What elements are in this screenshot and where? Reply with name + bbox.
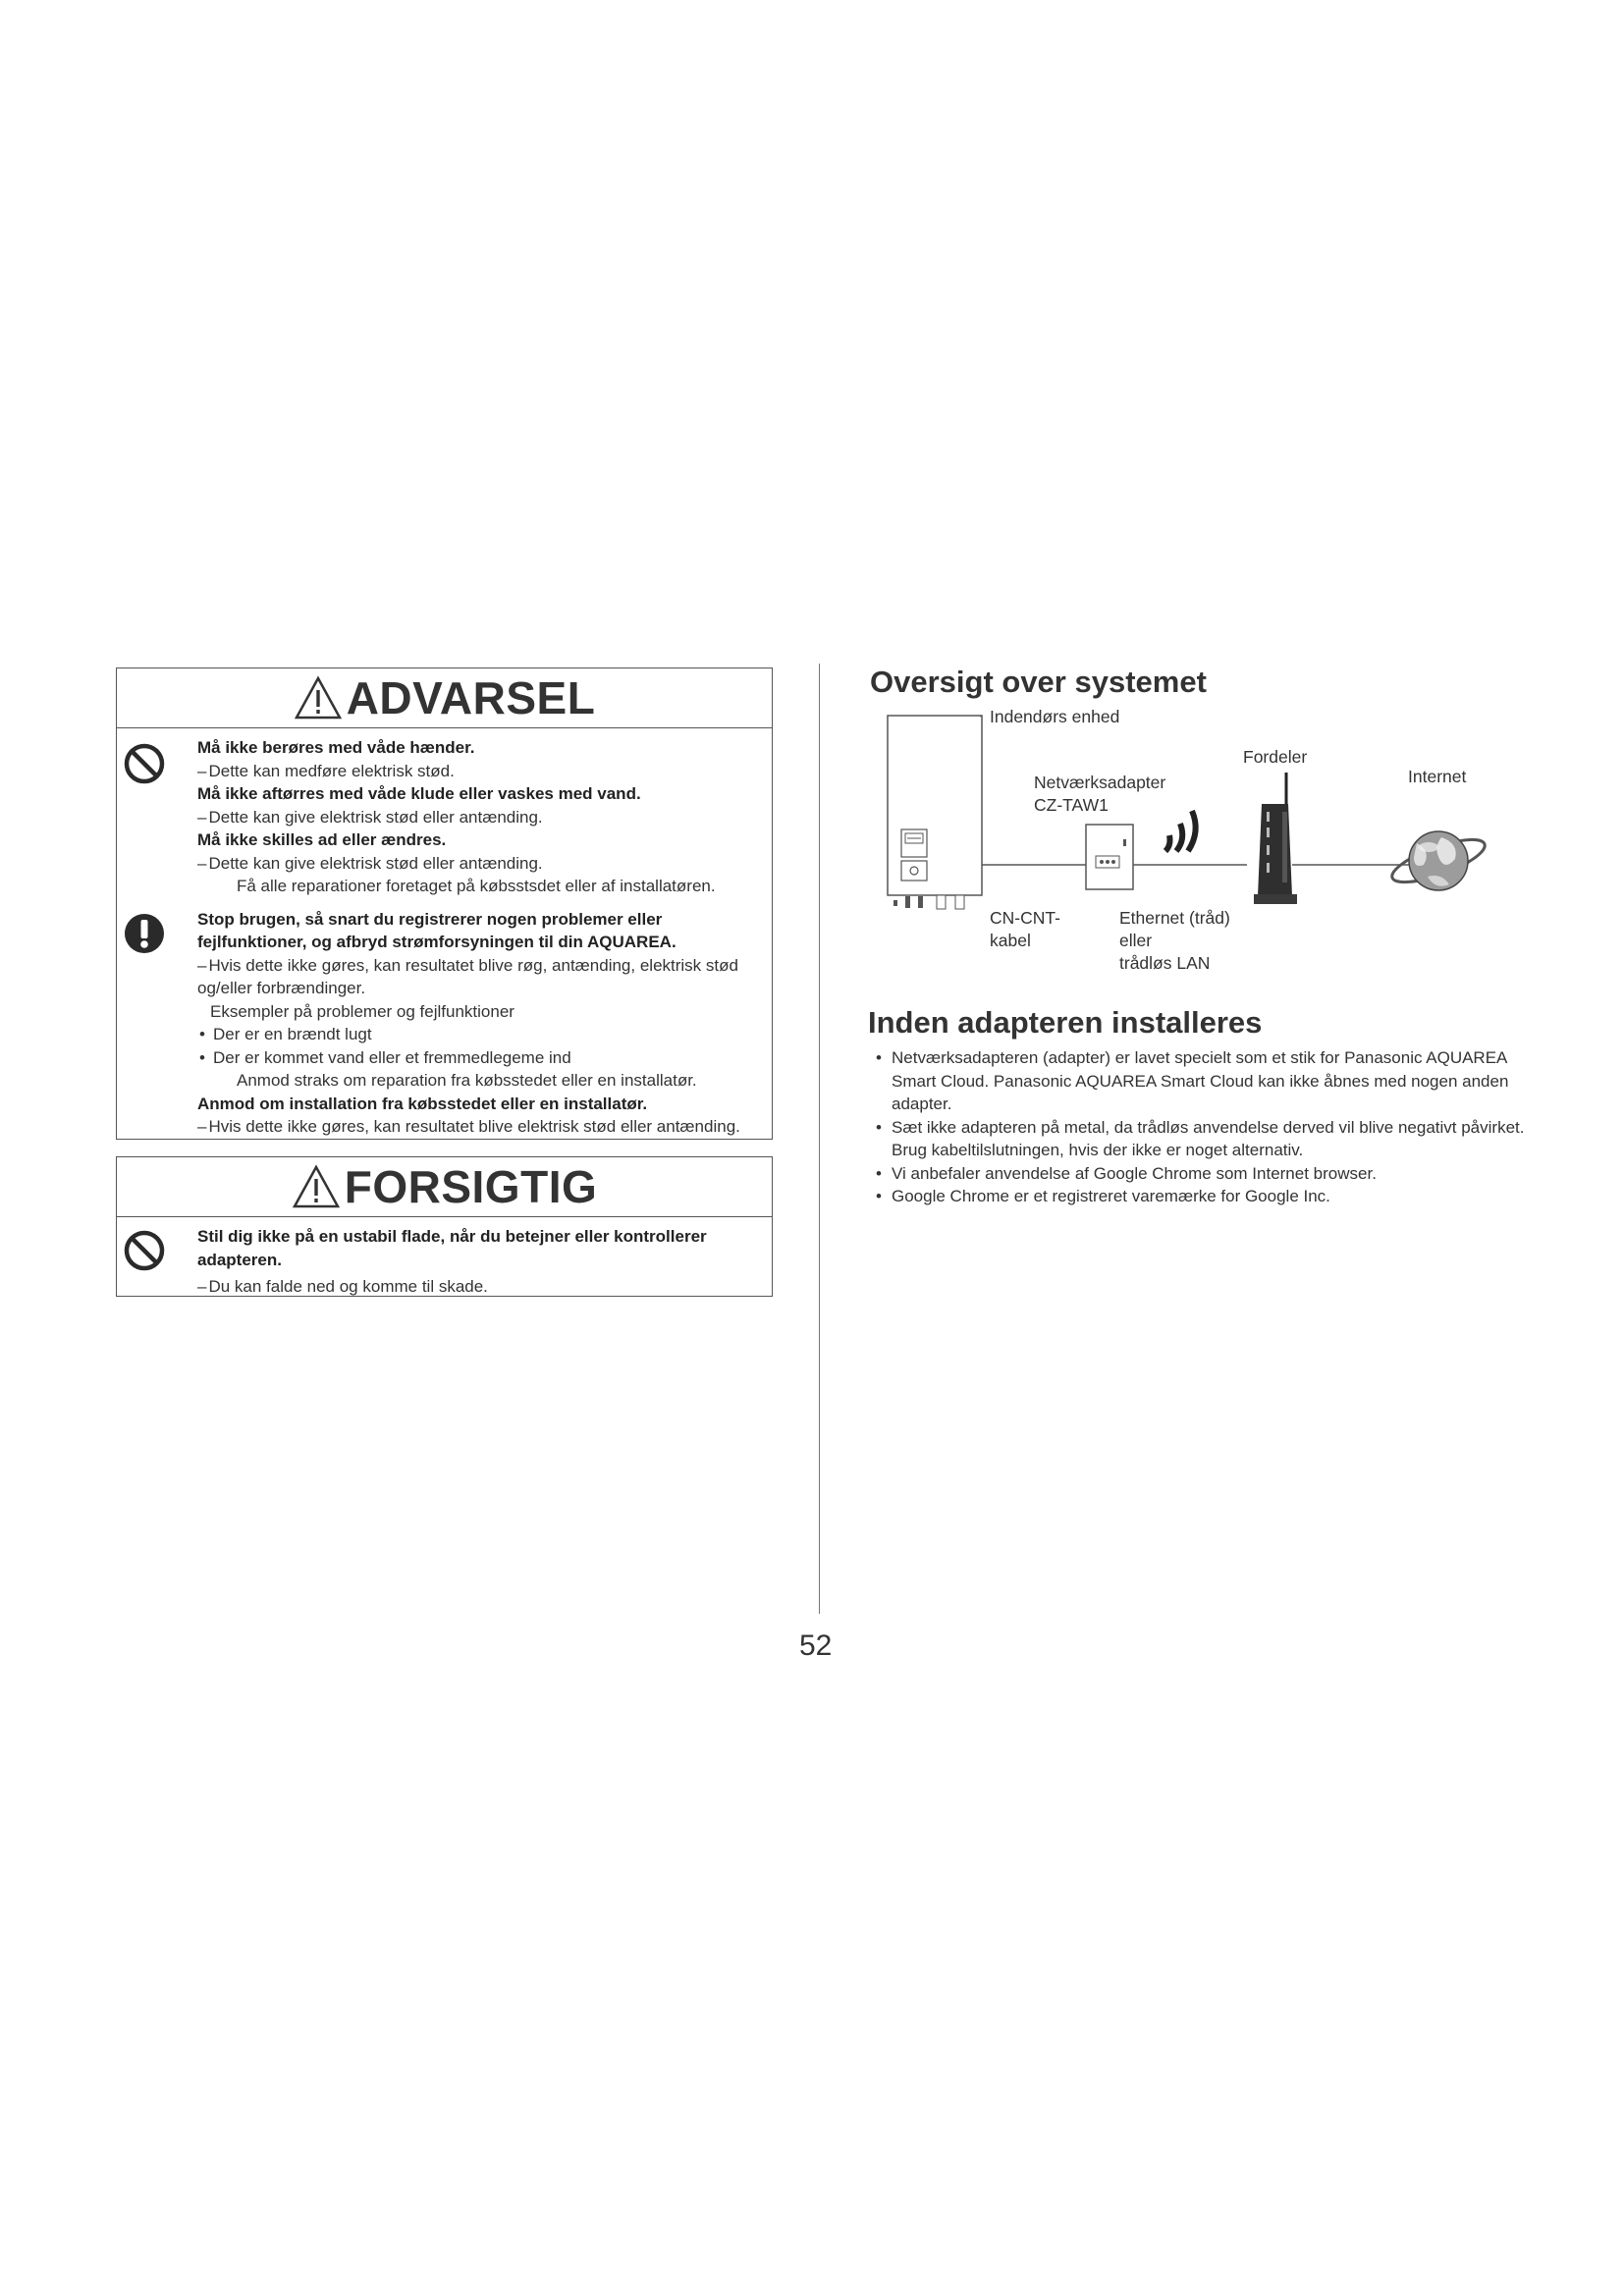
warning-group-mandatory	[117, 908, 772, 1139]
warning-title: ADVARSEL	[346, 672, 596, 723]
adapter-model-label: CZ-TAW1	[1034, 795, 1109, 815]
before-install-list	[870, 1046, 1528, 1208]
cable-label-line1: CN-CNT-	[990, 908, 1060, 928]
exclamation-icon	[123, 912, 166, 955]
warning-item: Eksempler på problemer og fejlfunktioner	[210, 1001, 514, 1021]
warning-item: – Hvis dette ikke gøres, kan resultatet blive elektrisk stød eller antænding.	[197, 1115, 764, 1139]
warning-item: Anmod straks om reparation fra købsstedet eller en installatør.	[237, 1071, 697, 1090]
connection-label-line2: eller	[1119, 931, 1153, 950]
prohibition-icon	[123, 1229, 166, 1272]
list-item: • Netværksadapteren (adapter) er lavet specielt som et stik for Panasonic AQUAREA Smart Cloud. Panasonic AQUAREA Smart Cloud kan ikke åbnes med nogen anden adapter.	[870, 1046, 1528, 1116]
system-diagram	[864, 702, 1532, 987]
caution-item: Stil dig ikke på en ustabil flade, når du betejner eller kontrollerer adapteren.	[197, 1227, 707, 1269]
page-number: 52	[799, 1629, 833, 1662]
indoor-unit-illustration	[888, 716, 982, 909]
warning-item: Må ikke skilles ad eller ændres.	[197, 830, 447, 849]
warning-item: – Dette kan medføre elektrisk stød.	[197, 760, 764, 783]
globe-internet-icon	[1387, 831, 1489, 891]
warning-title-bar	[117, 668, 772, 728]
connection-label-line3: trådløs LAN	[1119, 953, 1211, 973]
list-item: • Google Chrome er et registreret varemærke for Google Inc.	[870, 1185, 1528, 1208]
warning-item: Må ikke aftørres med våde klude eller vaskes med vand.	[197, 784, 641, 803]
caution-triangle-icon	[292, 1164, 341, 1209]
caution-box	[116, 1156, 773, 1297]
warning-item: – Dette kan give elektrisk stød eller antænding.	[197, 806, 764, 829]
warning-triangle-icon	[294, 675, 343, 721]
caution-item: – Du kan falde ned og komme til skade.	[197, 1275, 764, 1299]
caution-title-bar	[117, 1157, 772, 1217]
list-item: • Sæt ikke adapteren på metal, da trådløs anvendelse derved vil blive negativt påvirket. Brug kabeltilslutningen, hvis der ikke er noget alternativ.	[870, 1116, 1528, 1162]
before-install-heading: Inden adapteren installeres	[868, 1005, 1263, 1040]
overview-heading: Oversigt over systemet	[870, 665, 1207, 699]
column-divider	[819, 664, 820, 1614]
warning-item: – Dette kan give elektrisk stød eller antænding.	[197, 852, 764, 876]
warning-item: Få alle reparationer foretaget på købsstsdet eller af installatøren.	[237, 877, 716, 895]
caution-group-prohibited	[117, 1225, 772, 1299]
indoor-unit-label: Indendørs enhed	[990, 707, 1120, 726]
router-illustration	[1254, 773, 1297, 904]
cable-label-line2: kabel	[990, 931, 1031, 950]
warning-box	[116, 667, 773, 1140]
warning-group-prohibited	[117, 736, 772, 898]
caution-title: FORSIGTIG	[344, 1161, 598, 1212]
warning-item: – Hvis dette ikke gøres, kan resultatet blive røg, antænding, elektrisk stød og/eller forbrændinger.	[197, 954, 764, 1000]
connection-label-line1: Ethernet (tråd)	[1119, 908, 1230, 928]
warning-item: Stop brugen, så snart du registrerer nogen problemer eller fejlfunktioner, og afbryd strømforsyningen til din AQUAREA.	[197, 909, 677, 951]
internet-label: Internet	[1408, 767, 1467, 786]
prohibition-icon	[123, 742, 166, 785]
list-item: • Vi anbefaler anvendelse af Google Chrome som Internet browser.	[870, 1162, 1528, 1186]
network-adapter-illustration	[1086, 825, 1133, 889]
warning-item: Må ikke berøres med våde hænder.	[197, 738, 475, 757]
warning-item: • Der er kommet vand eller et fremmedlegeme ind	[197, 1046, 764, 1070]
warning-item: • Der er en brændt lugt	[197, 1023, 764, 1046]
warning-item: Anmod om installation fra købsstedet eller en installatør.	[197, 1094, 648, 1113]
router-label: Fordeler	[1243, 747, 1308, 767]
wifi-signal-icon	[1165, 811, 1196, 851]
adapter-name-label: Netværksadapter	[1034, 773, 1166, 792]
